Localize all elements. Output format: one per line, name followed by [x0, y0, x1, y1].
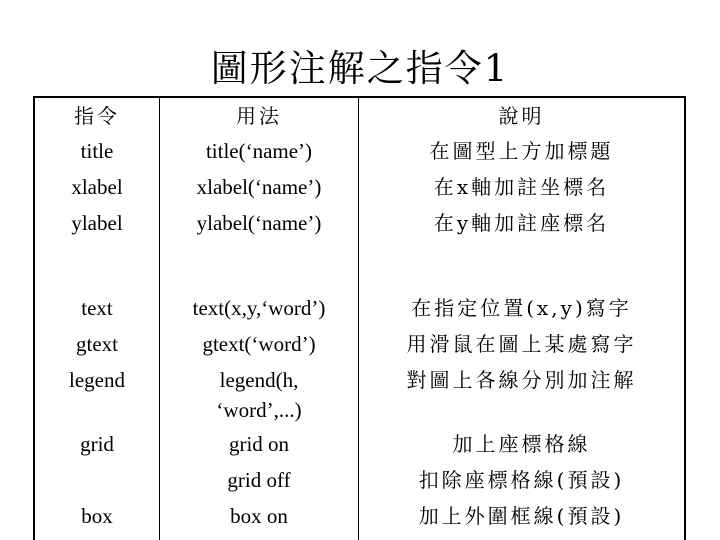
- header-command: 指令: [74, 104, 120, 128]
- command-cell: legend: [69, 368, 125, 392]
- usage-cell: grid on: [228, 432, 290, 456]
- usage-cell: box on: [230, 504, 288, 528]
- description-cell: 加上座標格線: [452, 432, 591, 456]
- usage-cell: ‘word’,...): [216, 398, 302, 422]
- command-cell: title: [80, 139, 114, 163]
- usage-cell: text(x,y,‘word’): [192, 296, 326, 320]
- description-cell: 在y軸加註座標名: [433, 211, 610, 235]
- usage-cell: title(‘name’): [205, 139, 313, 163]
- description-cell: 在圖型上方加標題: [429, 139, 614, 163]
- description-cell: 在x軸加註坐標名: [433, 175, 610, 199]
- command-cell: text: [81, 296, 113, 320]
- usage-cell: legend(h,: [219, 368, 299, 392]
- usage-cell: gtext(‘word’): [202, 332, 316, 356]
- command-cell: ylabel: [71, 211, 123, 235]
- command-cell: grid: [80, 432, 114, 456]
- command-cell: gtext: [76, 332, 118, 356]
- command-cell: xlabel: [71, 175, 123, 199]
- usage-cell: xlabel(‘name’): [196, 175, 322, 199]
- header-description: 說明: [498, 104, 545, 128]
- description-cell: 扣除座標格線(預設): [418, 468, 625, 492]
- slide-title: 圖形注解之指令1: [210, 47, 510, 90]
- description-cell: 對圖上各線分別加注解: [406, 368, 637, 392]
- usage-cell: ylabel(‘name’): [196, 211, 322, 235]
- description-cell: 用滑鼠在圖上某處寫字: [406, 332, 637, 356]
- usage-cell: grid off: [227, 468, 291, 492]
- header-usage: 用法: [236, 104, 282, 128]
- description-cell: 加上外圍框線(預設): [418, 504, 625, 528]
- command-cell: box: [81, 504, 113, 528]
- description-cell: 在指定位置(x,y)寫字: [411, 296, 632, 320]
